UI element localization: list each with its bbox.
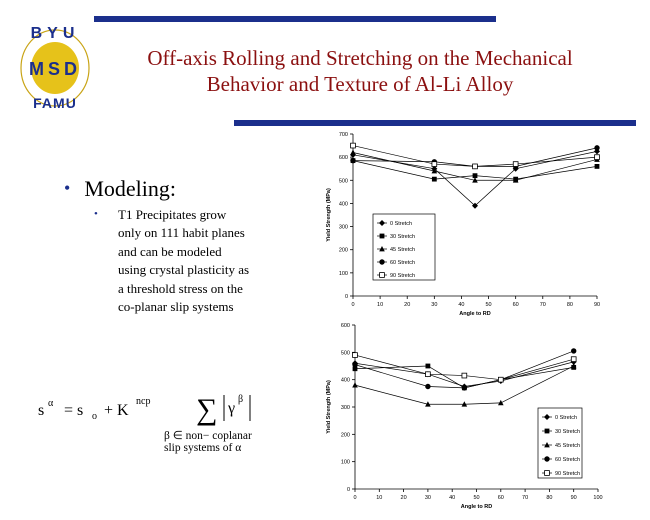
x-axis-label: Angle to RD bbox=[459, 311, 491, 317]
sub-bullet-dot-icon: • bbox=[94, 208, 98, 220]
formula-eq: = s bbox=[64, 402, 84, 419]
y-tick-label: 0 bbox=[346, 487, 350, 493]
sub-line: only on 111 habit planes bbox=[118, 225, 245, 241]
data-point bbox=[498, 400, 504, 405]
x-tick-label: 70 bbox=[522, 495, 529, 501]
x-tick-label: 80 bbox=[566, 302, 573, 308]
data-point bbox=[425, 384, 430, 389]
y-tick-label: 200 bbox=[340, 432, 350, 439]
x-tick-label: 30 bbox=[431, 302, 438, 308]
data-point bbox=[352, 362, 357, 367]
y-axis-label: Yield Strength (MPa) bbox=[326, 380, 332, 434]
data-point bbox=[352, 382, 358, 387]
title-line-2: Behavior and Texture of Al-Li Alloy bbox=[206, 72, 514, 96]
data-point bbox=[595, 155, 600, 160]
legend-label: 60 Stretch bbox=[390, 260, 416, 266]
sub-line: co-planar slip systems bbox=[118, 299, 234, 315]
data-point bbox=[351, 143, 356, 148]
sub-line: a threshold stress on the bbox=[118, 280, 243, 296]
legend-label: 30 Stretch bbox=[555, 429, 581, 435]
legend-label: 60 Stretch bbox=[555, 457, 581, 463]
x-tick-label: 0 bbox=[353, 495, 357, 501]
x-tick-label: 40 bbox=[449, 495, 456, 501]
legend-marker bbox=[544, 456, 549, 461]
byu-msd-famu-logo bbox=[14, 22, 96, 112]
sub-line: using crystal plasticity as bbox=[118, 262, 250, 278]
legend-label: 90 Stretch bbox=[555, 471, 581, 477]
legend bbox=[373, 214, 435, 280]
logo-top-text: BYU bbox=[30, 25, 80, 42]
logo-bottom-text: FAMU bbox=[33, 95, 77, 111]
y-tick-label: 300 bbox=[338, 224, 348, 231]
y-axis-label: Yield Strength (MPa) bbox=[326, 188, 332, 242]
logo-middle-text: MSD bbox=[29, 59, 81, 79]
data-point bbox=[350, 150, 356, 155]
bottom-accent-bar bbox=[234, 120, 636, 126]
x-tick-label: 40 bbox=[458, 302, 465, 308]
legend-marker bbox=[380, 273, 385, 278]
bullet-text: Modeling: bbox=[84, 176, 176, 201]
data-point bbox=[595, 164, 600, 169]
x-tick-label: 0 bbox=[351, 302, 355, 308]
yield-strength-chart-rolling bbox=[318, 128, 608, 322]
formula-beta: β bbox=[238, 394, 244, 405]
legend bbox=[538, 408, 582, 478]
formula-lhs-sup: α bbox=[48, 398, 54, 409]
formula-sup-ncp: ncp bbox=[136, 396, 151, 407]
x-tick-label: 60 bbox=[497, 495, 504, 501]
data-point bbox=[594, 145, 599, 150]
x-tick-label: 80 bbox=[546, 495, 553, 501]
y-tick-label: 0 bbox=[344, 294, 348, 300]
y-tick-label: 200 bbox=[338, 247, 348, 254]
legend-marker bbox=[380, 234, 385, 239]
y-tick-label: 300 bbox=[340, 405, 350, 411]
legend-marker bbox=[379, 259, 384, 264]
threshold-stress-formula bbox=[28, 375, 288, 465]
data-point bbox=[432, 162, 437, 167]
x-tick-label: 50 bbox=[485, 302, 492, 308]
formula-under-2: slip systems of α bbox=[164, 442, 242, 454]
x-axis-label: Angle to RD bbox=[460, 504, 493, 510]
legend-label: 30 Stretch bbox=[390, 234, 416, 240]
y-tick-label: 100 bbox=[338, 270, 348, 277]
x-tick-label: 20 bbox=[404, 302, 411, 308]
y-tick-label: 500 bbox=[340, 350, 350, 357]
sub-line: T1 Precipitates grow bbox=[118, 207, 227, 222]
x-tick-label: 50 bbox=[473, 495, 480, 501]
x-tick-label: 60 bbox=[512, 302, 519, 308]
sub-line: and can be modeled bbox=[118, 243, 222, 259]
formula-lhs: s bbox=[38, 402, 45, 419]
x-tick-label: 30 bbox=[424, 495, 431, 501]
x-tick-label: 20 bbox=[400, 495, 407, 501]
legend-label: 0 Stretch bbox=[390, 221, 413, 227]
formula-gamma: γ bbox=[228, 400, 236, 417]
title-line-1: Off-axis Rolling and Stretching on the Mechanical bbox=[147, 46, 573, 70]
yield-strength-chart-stretching bbox=[318, 320, 608, 516]
bullet-dot-icon: • bbox=[64, 178, 71, 198]
data-point bbox=[462, 385, 467, 390]
formula-sum-sign: ∑ bbox=[196, 393, 218, 426]
y-tick-label: 400 bbox=[340, 377, 350, 384]
legend-label: 0 Stretch bbox=[555, 415, 578, 421]
formula-sub-o: o bbox=[92, 411, 97, 422]
x-tick-label: 100 bbox=[593, 495, 603, 501]
data-point bbox=[571, 348, 576, 353]
x-tick-label: 10 bbox=[376, 495, 383, 501]
y-tick-label: 700 bbox=[338, 132, 348, 138]
data-point bbox=[426, 364, 431, 369]
x-tick-label: 70 bbox=[539, 302, 546, 308]
sub-bullet-text bbox=[118, 206, 249, 316]
legend-label: 45 Stretch bbox=[555, 443, 581, 449]
legend-label: 45 Stretch bbox=[390, 247, 416, 253]
formula-plus-k: + K bbox=[104, 402, 129, 419]
top-accent-bar bbox=[94, 16, 496, 22]
legend-label: 90 Stretch bbox=[390, 273, 416, 279]
x-tick-label: 90 bbox=[570, 495, 577, 501]
data-point bbox=[462, 373, 467, 378]
bullet-modeling bbox=[64, 176, 176, 202]
y-tick-label: 400 bbox=[338, 201, 348, 208]
data-point bbox=[350, 158, 355, 163]
data-point bbox=[432, 177, 437, 182]
x-tick-label: 10 bbox=[377, 302, 384, 308]
legend-marker bbox=[545, 471, 550, 476]
y-tick-label: 600 bbox=[338, 155, 348, 162]
data-point bbox=[513, 162, 518, 167]
y-tick-label: 100 bbox=[340, 459, 350, 466]
y-tick-label: 600 bbox=[340, 323, 350, 329]
data-point bbox=[353, 353, 358, 358]
data-point bbox=[498, 377, 503, 382]
x-tick-label: 90 bbox=[593, 302, 601, 308]
data-point bbox=[571, 357, 576, 362]
data-point bbox=[473, 164, 478, 169]
y-tick-label: 500 bbox=[338, 178, 348, 185]
legend-marker bbox=[545, 429, 550, 434]
data-point bbox=[426, 372, 431, 377]
formula-under-1: β ∈ non− coplanar bbox=[164, 430, 252, 442]
